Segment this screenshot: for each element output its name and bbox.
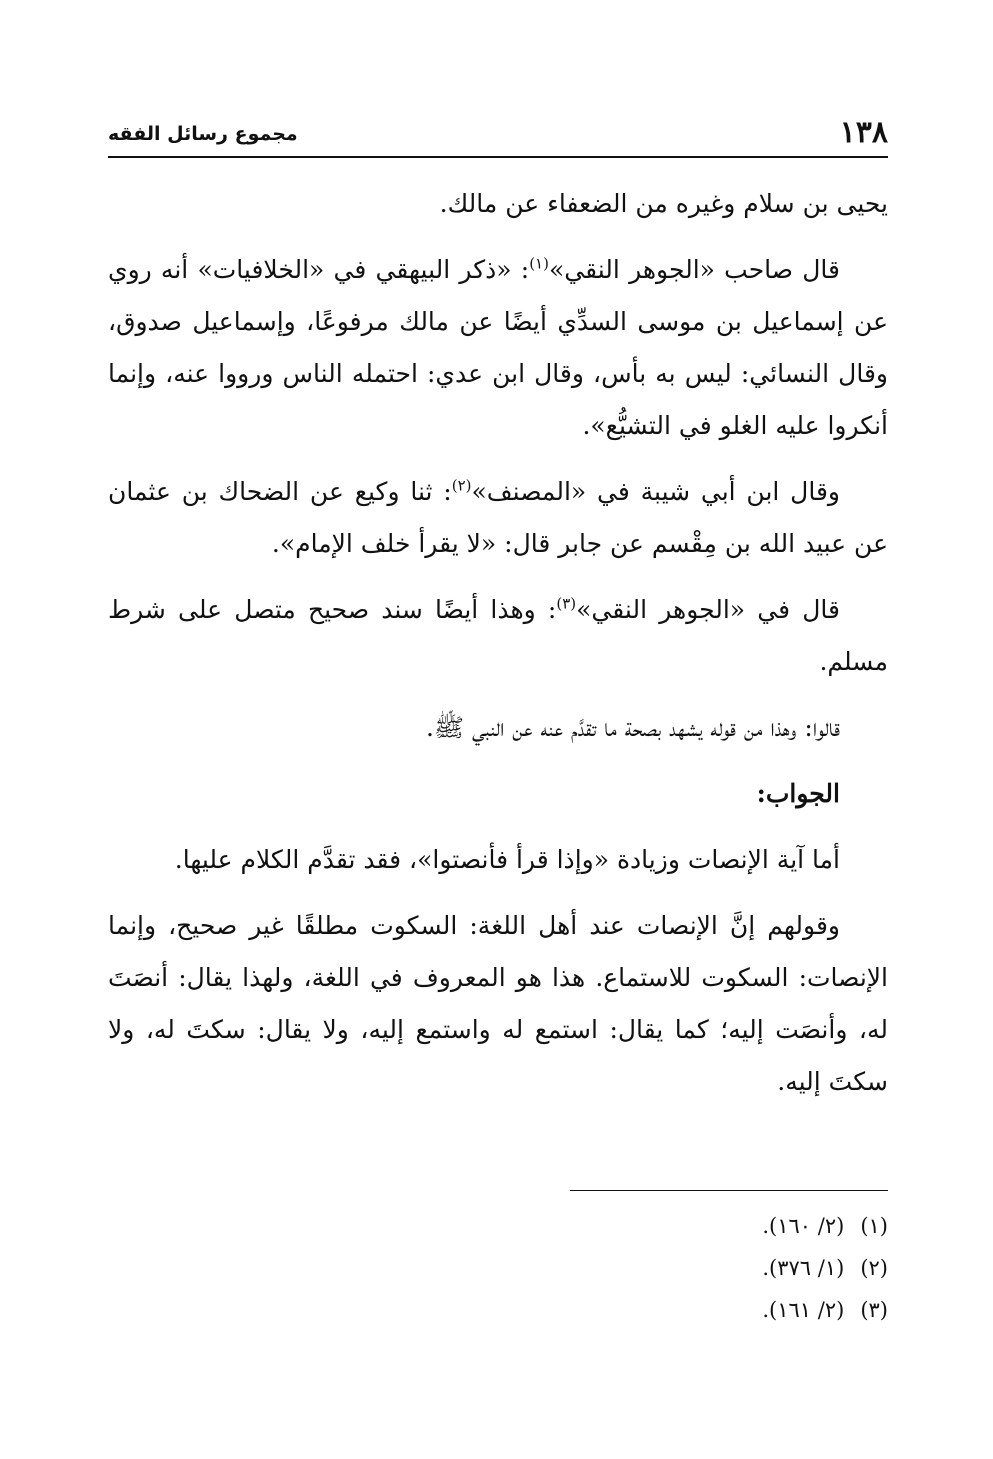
paragraph-4 [108,584,888,688]
footnotes [500,1205,888,1331]
paragraph-6: أما آية الإنصات وزيادة «وإذا قرأ فأنصتوا»، فقد تقدَّم الكلام عليها. [174,845,840,874]
footnote-2 [500,1247,888,1289]
footnote-1-text: (٢/ ١٦٠). [762,1214,845,1238]
header-divider [108,156,888,158]
footnote-2-number: (٢) [860,1256,888,1280]
page-header [108,115,888,155]
footnote-1-number: (١) [860,1214,888,1238]
paragraph-7: وقولهم إنَّ الإنصات عند أهل اللغة: السكوت مطلقًا غير صحيح، وإنما الإنصات: السكوت للاستماع. هذا هو المعروف في اللغة، ولهذا يقال: أنصَتَ له، وأنصَت إليه؛ كما يقال: استمع له واستمع إليه، ولا يقال: سكتَ له، ولا سكتَ إليه. [108,911,888,1096]
footnote-3 [500,1289,888,1331]
section-heading: الجواب: [756,779,840,808]
footnote-3-number: (٣) [860,1298,888,1322]
paragraph-3 [108,466,888,570]
running-title: مجموع رسائل الفقه [108,123,298,145]
footnote-divider [570,1190,888,1191]
main-text [108,178,888,1122]
paragraph-5: قالوا: وهذا من قوله يشهد بصحة ما تقدَّم عنه عن النبي ﷺ. [425,713,840,742]
paragraph-2-text-a: قال صاحب «الجوهر النقي» [548,255,840,284]
footnote-1 [500,1205,888,1247]
page-number: ١٣٨ [839,115,888,150]
footnote-2-text: (١/ ٣٧٦). [762,1256,845,1280]
footnote-ref-1: (١) [529,254,549,273]
paragraph-3-text-a: وقال ابن أبي شيبة في «المصنف» [471,477,840,506]
paragraph-3-text-b: : ثنا وكيع عن الضحاك بن عثمان عن عبيد الله بن مِقْسم عن جابر قال: «لا يقرأ خلف الإمام». [108,477,888,558]
paragraph-2 [108,244,888,452]
paragraph-4-text-a: قال في «الجوهر النقي» [576,595,840,624]
paragraph-1: يحيى بن سلام وغيره من الضعفاء عن مالك. [439,189,888,218]
footnote-3-text: (٢/ ١٦١). [762,1298,845,1322]
paragraph-2-text-b: : «ذكر البيهقي في «الخلافيات» أنه روي عن إسماعيل بن موسى السدِّي أيضًا عن مالك مرفوعًا، وإسماعيل صدوق، وقال النسائي: ليس به بأس، وقال ابن عدي: احتمله الناس ورووا عنه، وإنما أنكروا عليه الغلو في التشيُّع». [108,255,888,440]
paragraph-4-text-b: : وهذا أيضًا سند صحيح متصل على شرط مسلم. [108,595,888,676]
footnote-ref-3: (٣) [556,594,577,613]
footnote-ref-2: (٢) [451,476,472,495]
